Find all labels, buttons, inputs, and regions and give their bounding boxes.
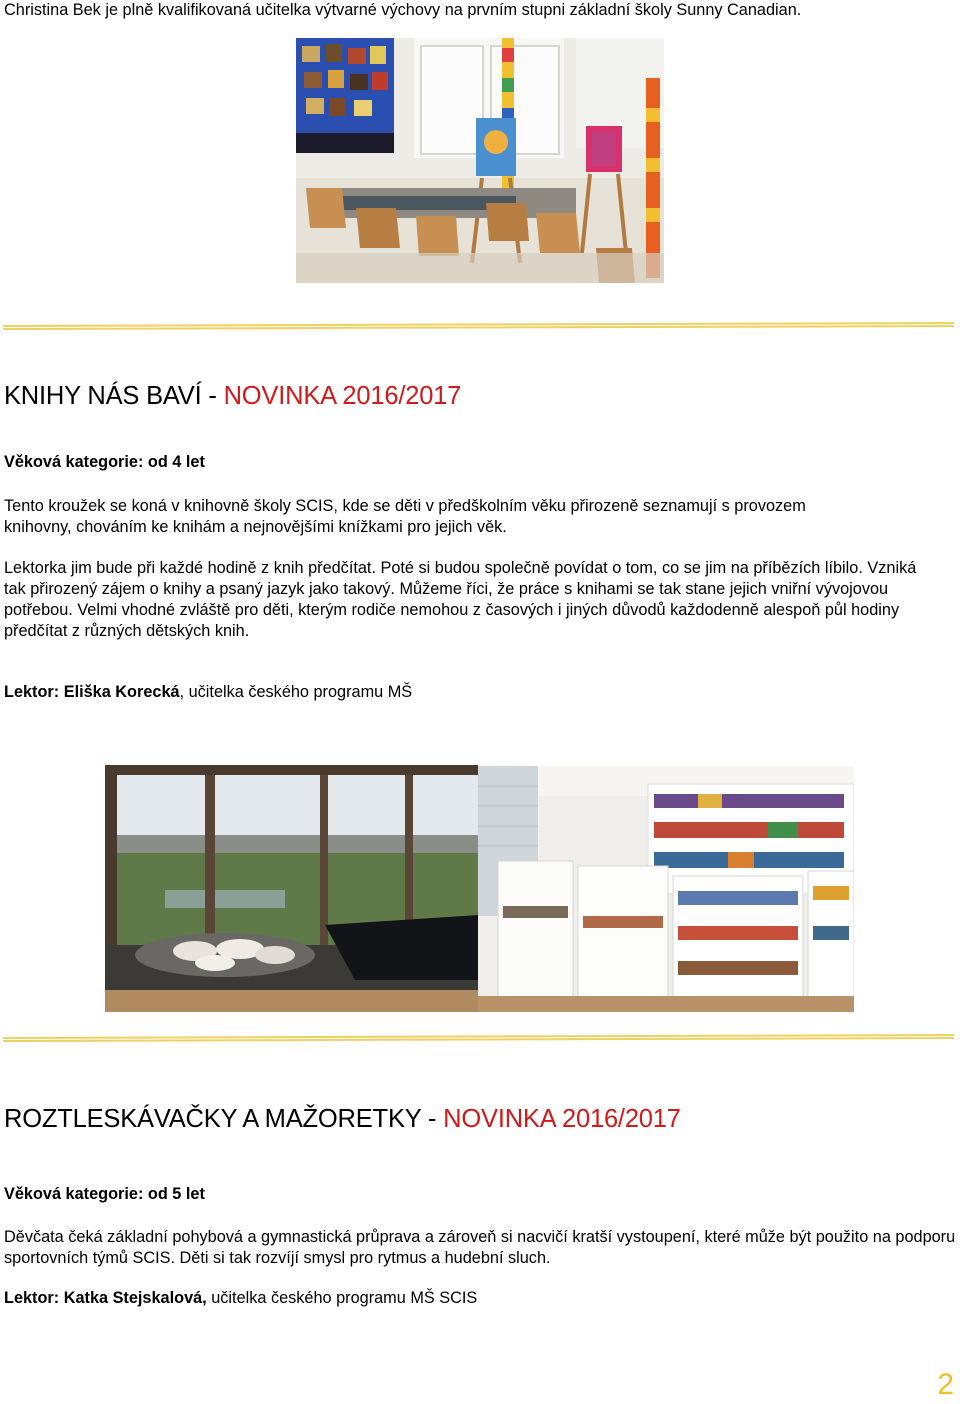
section1-paragraph-2: Lektorka jim bude při každé hodině z knih předčítat. Poté si budou společně povídat o tom, co se jim na příbězích líbilo. Vzniká tak přirozený zájem o knihy a psaný jazyk jako takový. Můžeme říci, že práce s knihami se tak stane jejich vniřní vývojovou potřebou. Velmi vhodné zvláště pro děti, kterým rodiče nemohou z časových i jiných důvodů každodenně alespoň půl hodiny předčítat z různých dětských knih. — [4, 559, 917, 640]
gold-divider — [3, 322, 954, 330]
section1-title: KNIHY NÁS BAVÍ - NOVINKA 2016/2017 — [4, 382, 462, 410]
intro-text: Christina Bek je plně kvalifikovaná učitelka výtvarné výchovy na prvním stupni základní školy Sunny Canadian. — [4, 1, 802, 19]
gold-divider-2 — [3, 1034, 954, 1042]
section2-age: Věková kategorie: od 5 let — [4, 1185, 205, 1203]
page-number: 2 — [937, 1368, 954, 1401]
section1-age: Věková kategorie: od 4 let — [4, 453, 205, 471]
art-classroom-photo — [296, 38, 664, 283]
section2-title-highlight: NOVINKA 2016/2017 — [443, 1105, 681, 1133]
section2-lektor-label: Lektor: Katka Stejskalová, — [4, 1289, 207, 1307]
section1-lektor — [4, 682, 956, 703]
section2-lektor-role: učitelka českého programu MŠ SCIS — [206, 1289, 478, 1307]
library-window-photo — [105, 765, 478, 1012]
section2-paragraph-1: Děvčata čeká základní pohybová a gymnastická průprava a zároveň si nacvičí kratší vystoupení, které může být použito na podporu sportovních týmů SCIS. Děti si tak rozvíjí smysl pro rytmus a hudební sluch. — [4, 1228, 956, 1267]
section2-lektor — [4, 1288, 956, 1309]
section2-title: ROZTLESKÁVAČKY A MAŽORETKY - NOVINKA 2016/2017 — [4, 1105, 681, 1133]
section1-paragraph-1: Tento kroužek se koná v knihovně školy SCIS, kde se děti v předškolním věku přirozeně seznamují s provozem knihovny, chováním ke knihám a nejnovějšími knížkami pro jejich věk. — [4, 497, 806, 536]
section1-title-highlight: NOVINKA 2016/2017 — [223, 382, 462, 410]
library-shelves-photo — [478, 766, 854, 1012]
section1-lektor-role: , učitelka českého programu MŠ — [179, 683, 413, 701]
section1-lektor-label: Lektor: Eliška Korecká — [4, 683, 180, 701]
